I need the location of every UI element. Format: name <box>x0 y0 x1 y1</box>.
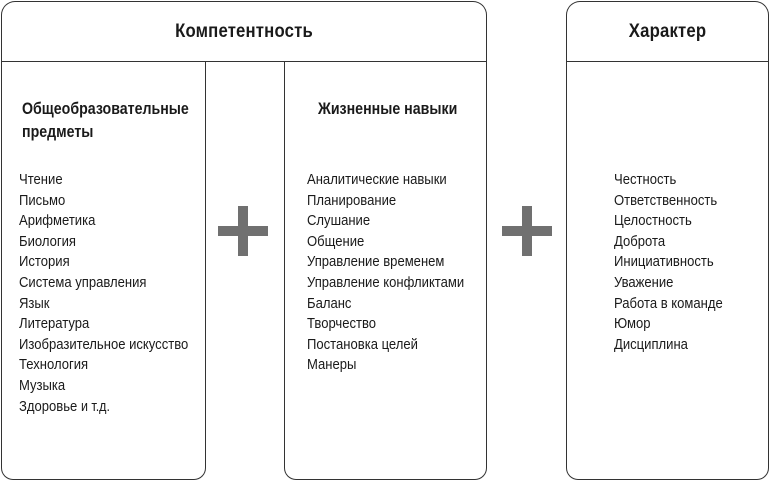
list-item: Работа в команде <box>614 294 723 312</box>
list-item: Общение <box>307 232 365 250</box>
list-item: История <box>19 253 70 271</box>
list-item: Творчество <box>307 315 377 333</box>
list-item: Управление временем <box>307 253 445 271</box>
life-skills-title: Жизненные навыки <box>318 100 458 118</box>
list-item: Технология <box>19 356 89 374</box>
etc-label: и т.д. <box>80 398 110 415</box>
list-item: Язык <box>19 294 50 312</box>
list-item: Ответственность <box>614 191 718 209</box>
character-title: Характер <box>628 21 707 42</box>
list-item: Баланс <box>307 294 352 312</box>
list-item: Планирование <box>307 191 397 209</box>
list-item: Уважение <box>614 273 674 291</box>
list-item-last: Здоровье и т.д. <box>19 397 110 415</box>
list-item: Целостность <box>614 212 692 230</box>
character-header <box>566 1 769 62</box>
competence-title: Компетентность <box>175 21 313 42</box>
list-item: Система управления <box>19 273 147 291</box>
list-item: Манеры <box>307 356 357 374</box>
list-item: Юмор <box>614 315 651 333</box>
list-item: Постановка целей <box>307 335 418 353</box>
competence-header <box>1 1 487 62</box>
list-item: Чтение <box>19 171 63 188</box>
general-subjects-list <box>19 170 188 417</box>
list-item: Литература <box>19 315 90 333</box>
list-item: Слушание <box>307 212 371 230</box>
list-item: Аналитические навыки <box>307 171 447 188</box>
plus-icon <box>502 206 552 256</box>
plus-icon <box>218 206 268 256</box>
list-item: Дисциплина <box>614 335 688 353</box>
life-skills-list <box>307 170 464 376</box>
list-item: Музыка <box>19 376 66 394</box>
list-item: Изобразительное искусство <box>19 335 189 353</box>
list-item: Управление конфликтами <box>307 273 465 291</box>
list-item: Доброта <box>614 232 666 250</box>
list-item: Арифметика <box>19 212 96 230</box>
list-item: Инициативность <box>614 253 714 271</box>
list-item: Биология <box>19 232 77 250</box>
list-item: Письмо <box>19 191 66 209</box>
character-list <box>614 170 723 355</box>
list-item: Честность <box>614 171 677 188</box>
general-subjects-title: Общеобразовательные предметы <box>22 100 189 141</box>
